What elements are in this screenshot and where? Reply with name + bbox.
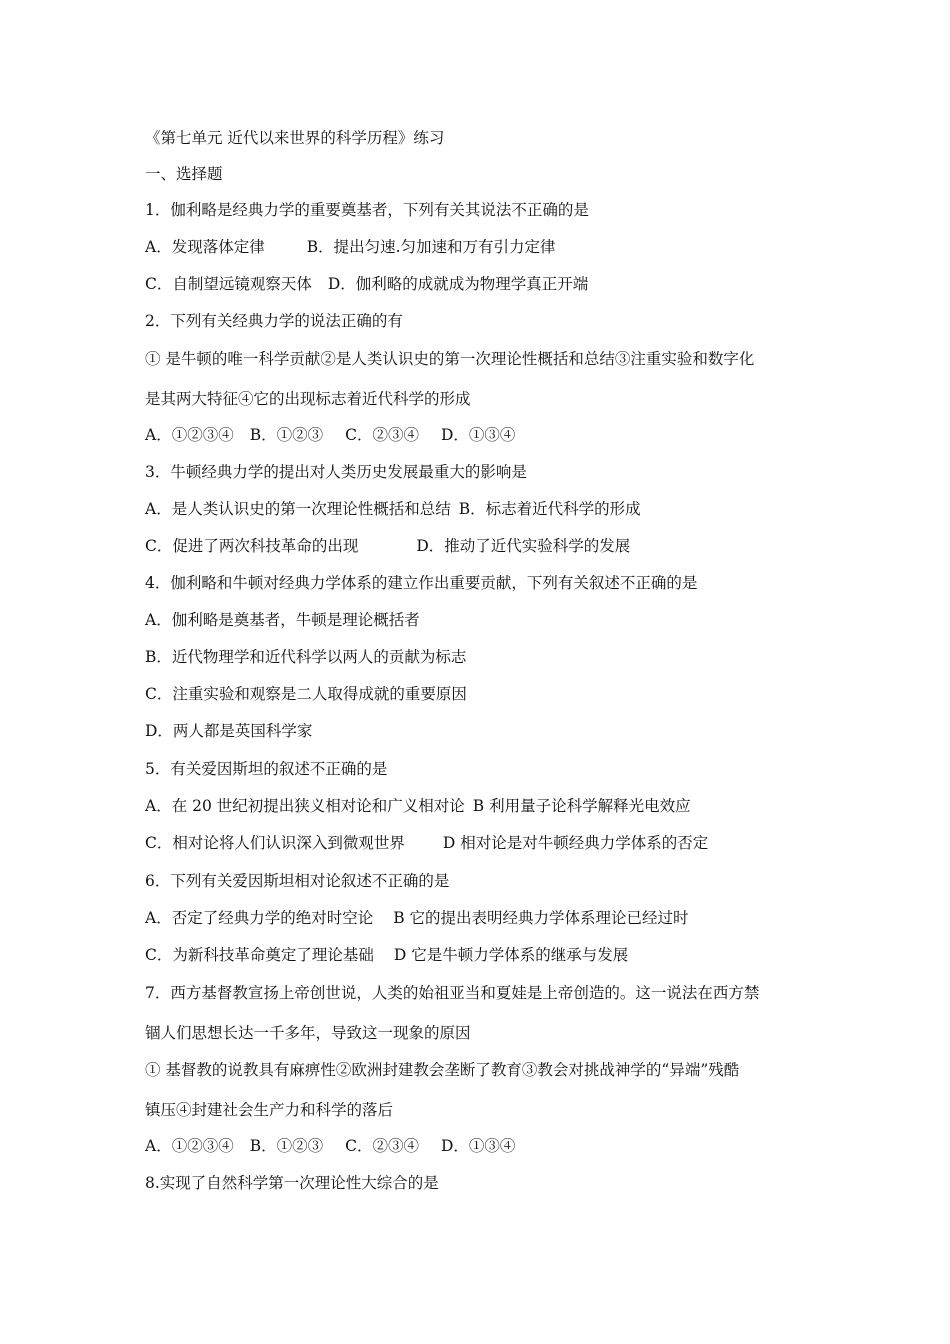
question-1-options-row-1 [145, 237, 556, 257]
question-5-stem: 5．有关爱因斯坦的叙述不正确的是 [145, 760, 388, 778]
question-7-stem-line-2: 锢人们思想长达一千多年，导致这一现象的原因 [145, 1024, 471, 1042]
question-5-options-row-2 [145, 833, 708, 853]
option-a: A．是人类认识史的第一次理论性概括和总结 [145, 500, 451, 518]
question-4-stem: 4．伽利略和牛顿对经典力学体系的建立作出重要贡献，下列有关叙述不正确的是 [145, 574, 698, 592]
section-heading: 一、选择题 [145, 165, 223, 183]
option-d: D．推动了近代实验科学的发展 [416, 537, 631, 555]
option-a: A．否定了经典力学的绝对时空论 [145, 909, 374, 927]
question-1-stem: 1．伽利略是经典力学的重要奠基者，下列有关其说法不正确的是 [145, 201, 589, 219]
option-d: D 它是牛顿力学体系的继承与发展 [393, 946, 629, 964]
question-6-options-row-2 [145, 945, 628, 965]
option-d: D 相对论是对牛顿经典力学体系的否定 [442, 834, 709, 852]
question-4-option-c: C．注重实验和观察是二人取得成就的重要原因 [145, 685, 467, 703]
question-7-items-line-2: 镇压④封建社会生产力和科学的落后 [145, 1101, 394, 1119]
question-2-items-line-2: 是其两大特征④它的出现标志着近代科学的形成 [145, 390, 471, 408]
option-c: C．为新科技革命奠定了理论基础 [145, 946, 374, 964]
option-d: D．①③④ [440, 1137, 516, 1155]
question-3-stem: 3．牛顿经典力学的提出对人类历史发展最重大的影响是 [145, 463, 527, 481]
document-title: 《第七单元 近代以来世界的科学历程》练习 [145, 129, 445, 147]
question-4-option-a: A．伽利略是奠基者，牛顿是理论概括者 [145, 611, 420, 629]
question-3-options-row-2 [145, 536, 630, 556]
option-c: C．自制望远镜观察天体 [145, 275, 312, 293]
question-7-stem-line-1: 7．西方基督教宣扬上帝创世说，人类的始祖亚当和夏娃是上帝创造的。这一说法在西方禁 [145, 984, 760, 1002]
question-1-options-row-2 [145, 274, 588, 294]
option-a: A．①②③④ [145, 1137, 234, 1155]
option-b: B．提出匀速.匀加速和万有引力定律 [306, 238, 556, 256]
option-b: B．标志着近代科学的形成 [458, 500, 641, 518]
option-b: B．①②③ [249, 426, 324, 444]
question-6-options-row-1 [145, 908, 689, 928]
question-3-options-row-1 [145, 499, 641, 519]
option-c: C．②③④ [345, 426, 419, 444]
question-6-stem: 6．下列有关爱因斯坦相对论叙述不正确的是 [145, 872, 450, 890]
question-7-items-line-1: ① 基督教的说教具有麻痹性②欧洲封建教会垄断了教育③教会对挑战神学的“异端”残酷 [145, 1061, 740, 1079]
option-b: B．①②③ [249, 1137, 324, 1155]
question-4-option-b: B．近代物理学和近代科学以两人的贡献为标志 [145, 648, 467, 666]
option-c: C．②③④ [345, 1137, 419, 1155]
question-2-stem: 2．下列有关经典力学的说法正确的有 [145, 312, 403, 330]
option-b: B 利用量子论科学解释光电效应 [472, 797, 691, 815]
question-7-options [145, 1136, 515, 1156]
question-5-options-row-1 [145, 796, 691, 816]
question-2-items-line-1: ① 是牛顿的唯一科学贡献②是人类认识史的第一次理论性概括和总结③注重实验和数字化 [145, 350, 755, 368]
option-b: B 它的提出表明经典力学体系理论已经过时 [393, 909, 689, 927]
question-2-options [145, 425, 515, 445]
option-a: A．发现落体定律 [145, 238, 265, 256]
option-a: A．①②③④ [145, 426, 234, 444]
option-d: D．伽利略的成就成为物理学真正开端 [327, 275, 589, 293]
option-d: D．①③④ [440, 426, 516, 444]
option-a: A．在 20 世纪初提出狭义相对论和广义相对论 [145, 797, 465, 815]
option-c: C．促进了两次科技革命的出现 [145, 537, 359, 555]
option-c: C．相对论将人们认识深入到微观世界 [145, 834, 405, 852]
question-4-option-d: D．两人都是英国科学家 [145, 722, 313, 740]
question-8-stem: 8.实现了自然科学第一次理论性大综合的是 [145, 1174, 439, 1192]
